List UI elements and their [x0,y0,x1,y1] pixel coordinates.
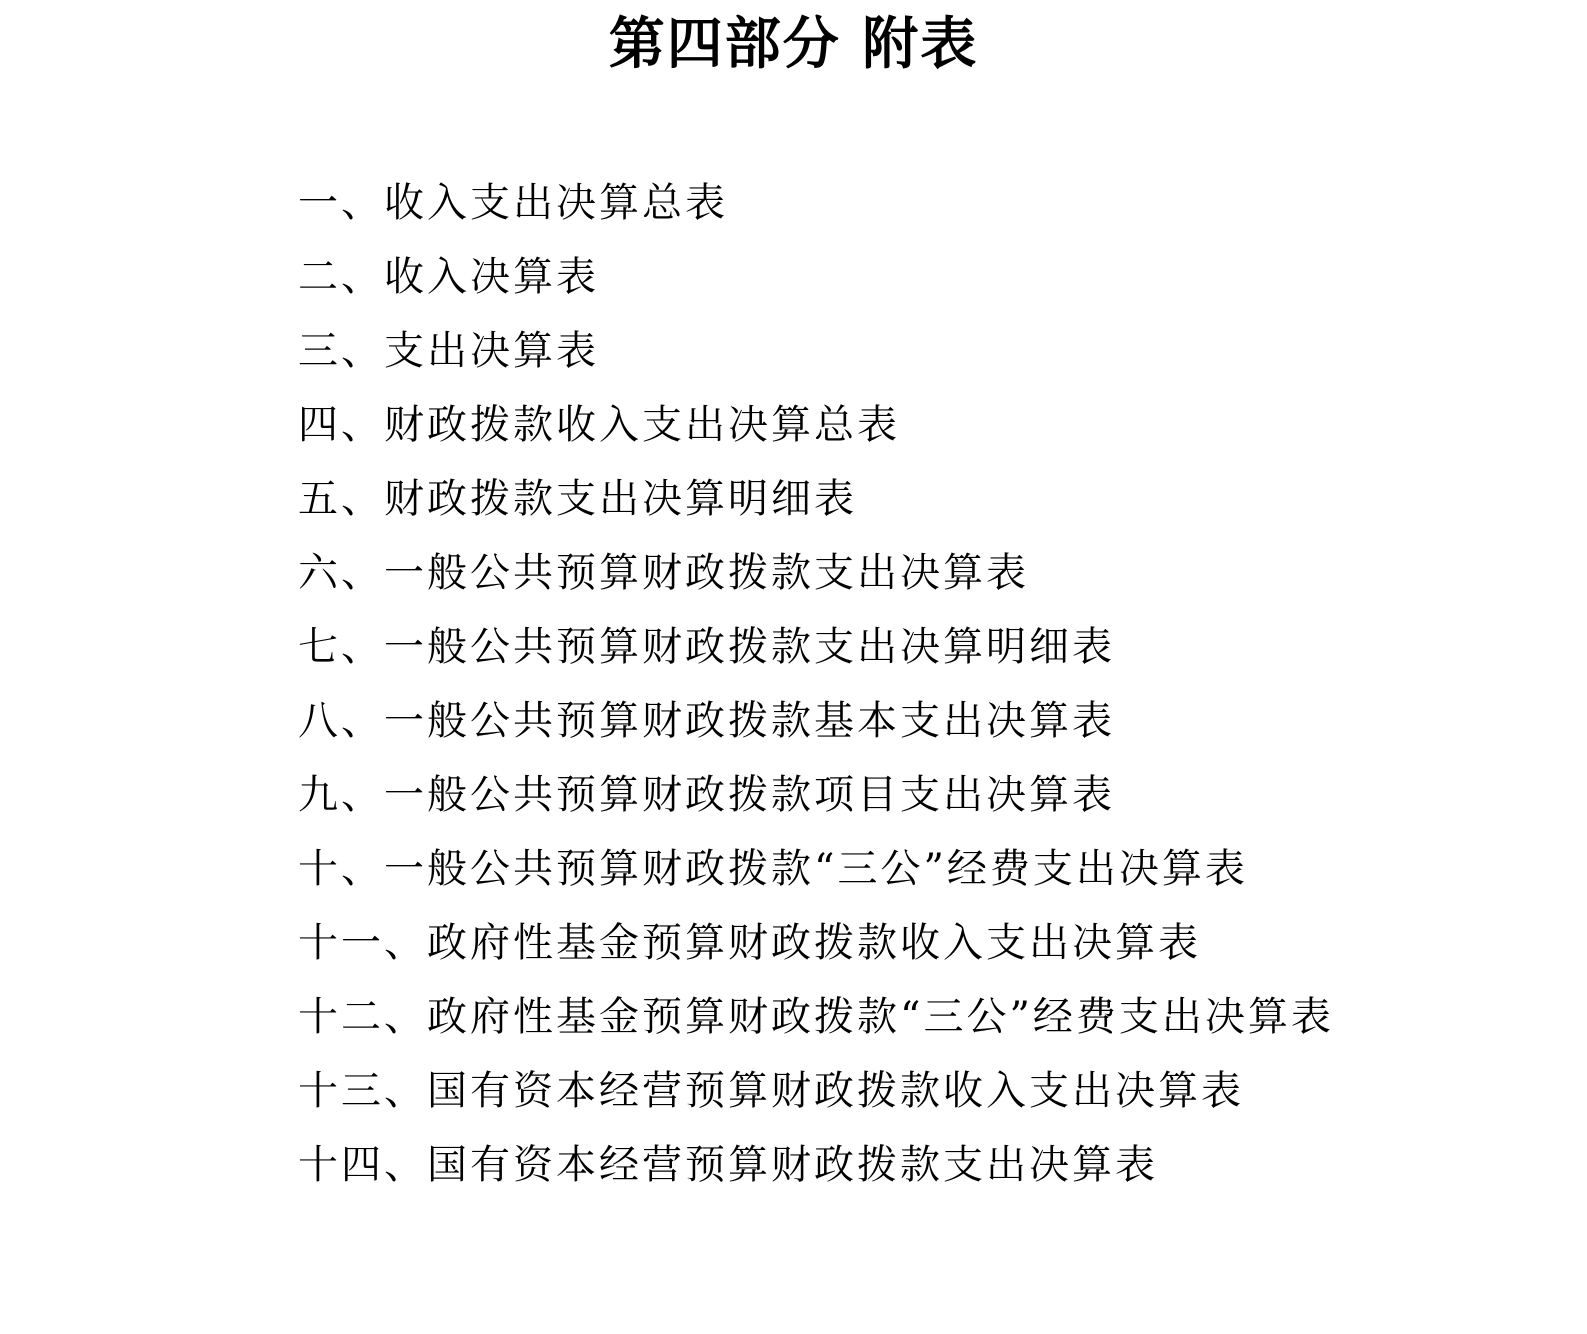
list-item: 十一、政府性基金预算财政拨款收入支出决算表 [298,920,1201,966]
list-item: 十二、政府性基金预算财政拨款“三公”经费支出决算表 [298,994,1334,1040]
list-item: 三、支出决算表 [298,328,599,374]
list-item: 十三、国有资本经营预算财政拨款收入支出决算表 [298,1068,1244,1114]
list-item: 十、一般公共预算财政拨款“三公”经费支出决算表 [298,846,1248,892]
appendix-table-list [298,166,1334,1202]
list-item: 十四、国有资本经营预算财政拨款支出决算表 [298,1142,1158,1188]
list-item: 六、一般公共预算财政拨款支出决算表 [298,550,1029,596]
page-title: 第四部分 附表 [608,11,979,77]
list-item: 四、财政拨款收入支出决算总表 [298,402,900,448]
list-item: 八、一般公共预算财政拨款基本支出决算表 [298,698,1115,744]
list-item: 二、收入决算表 [298,254,599,300]
list-item: 七、一般公共预算财政拨款支出决算明细表 [298,624,1115,670]
list-item: 一、收入支出决算总表 [298,180,728,226]
list-item: 五、财政拨款支出决算明细表 [298,476,857,522]
list-item: 九、一般公共预算财政拨款项目支出决算表 [298,772,1115,818]
